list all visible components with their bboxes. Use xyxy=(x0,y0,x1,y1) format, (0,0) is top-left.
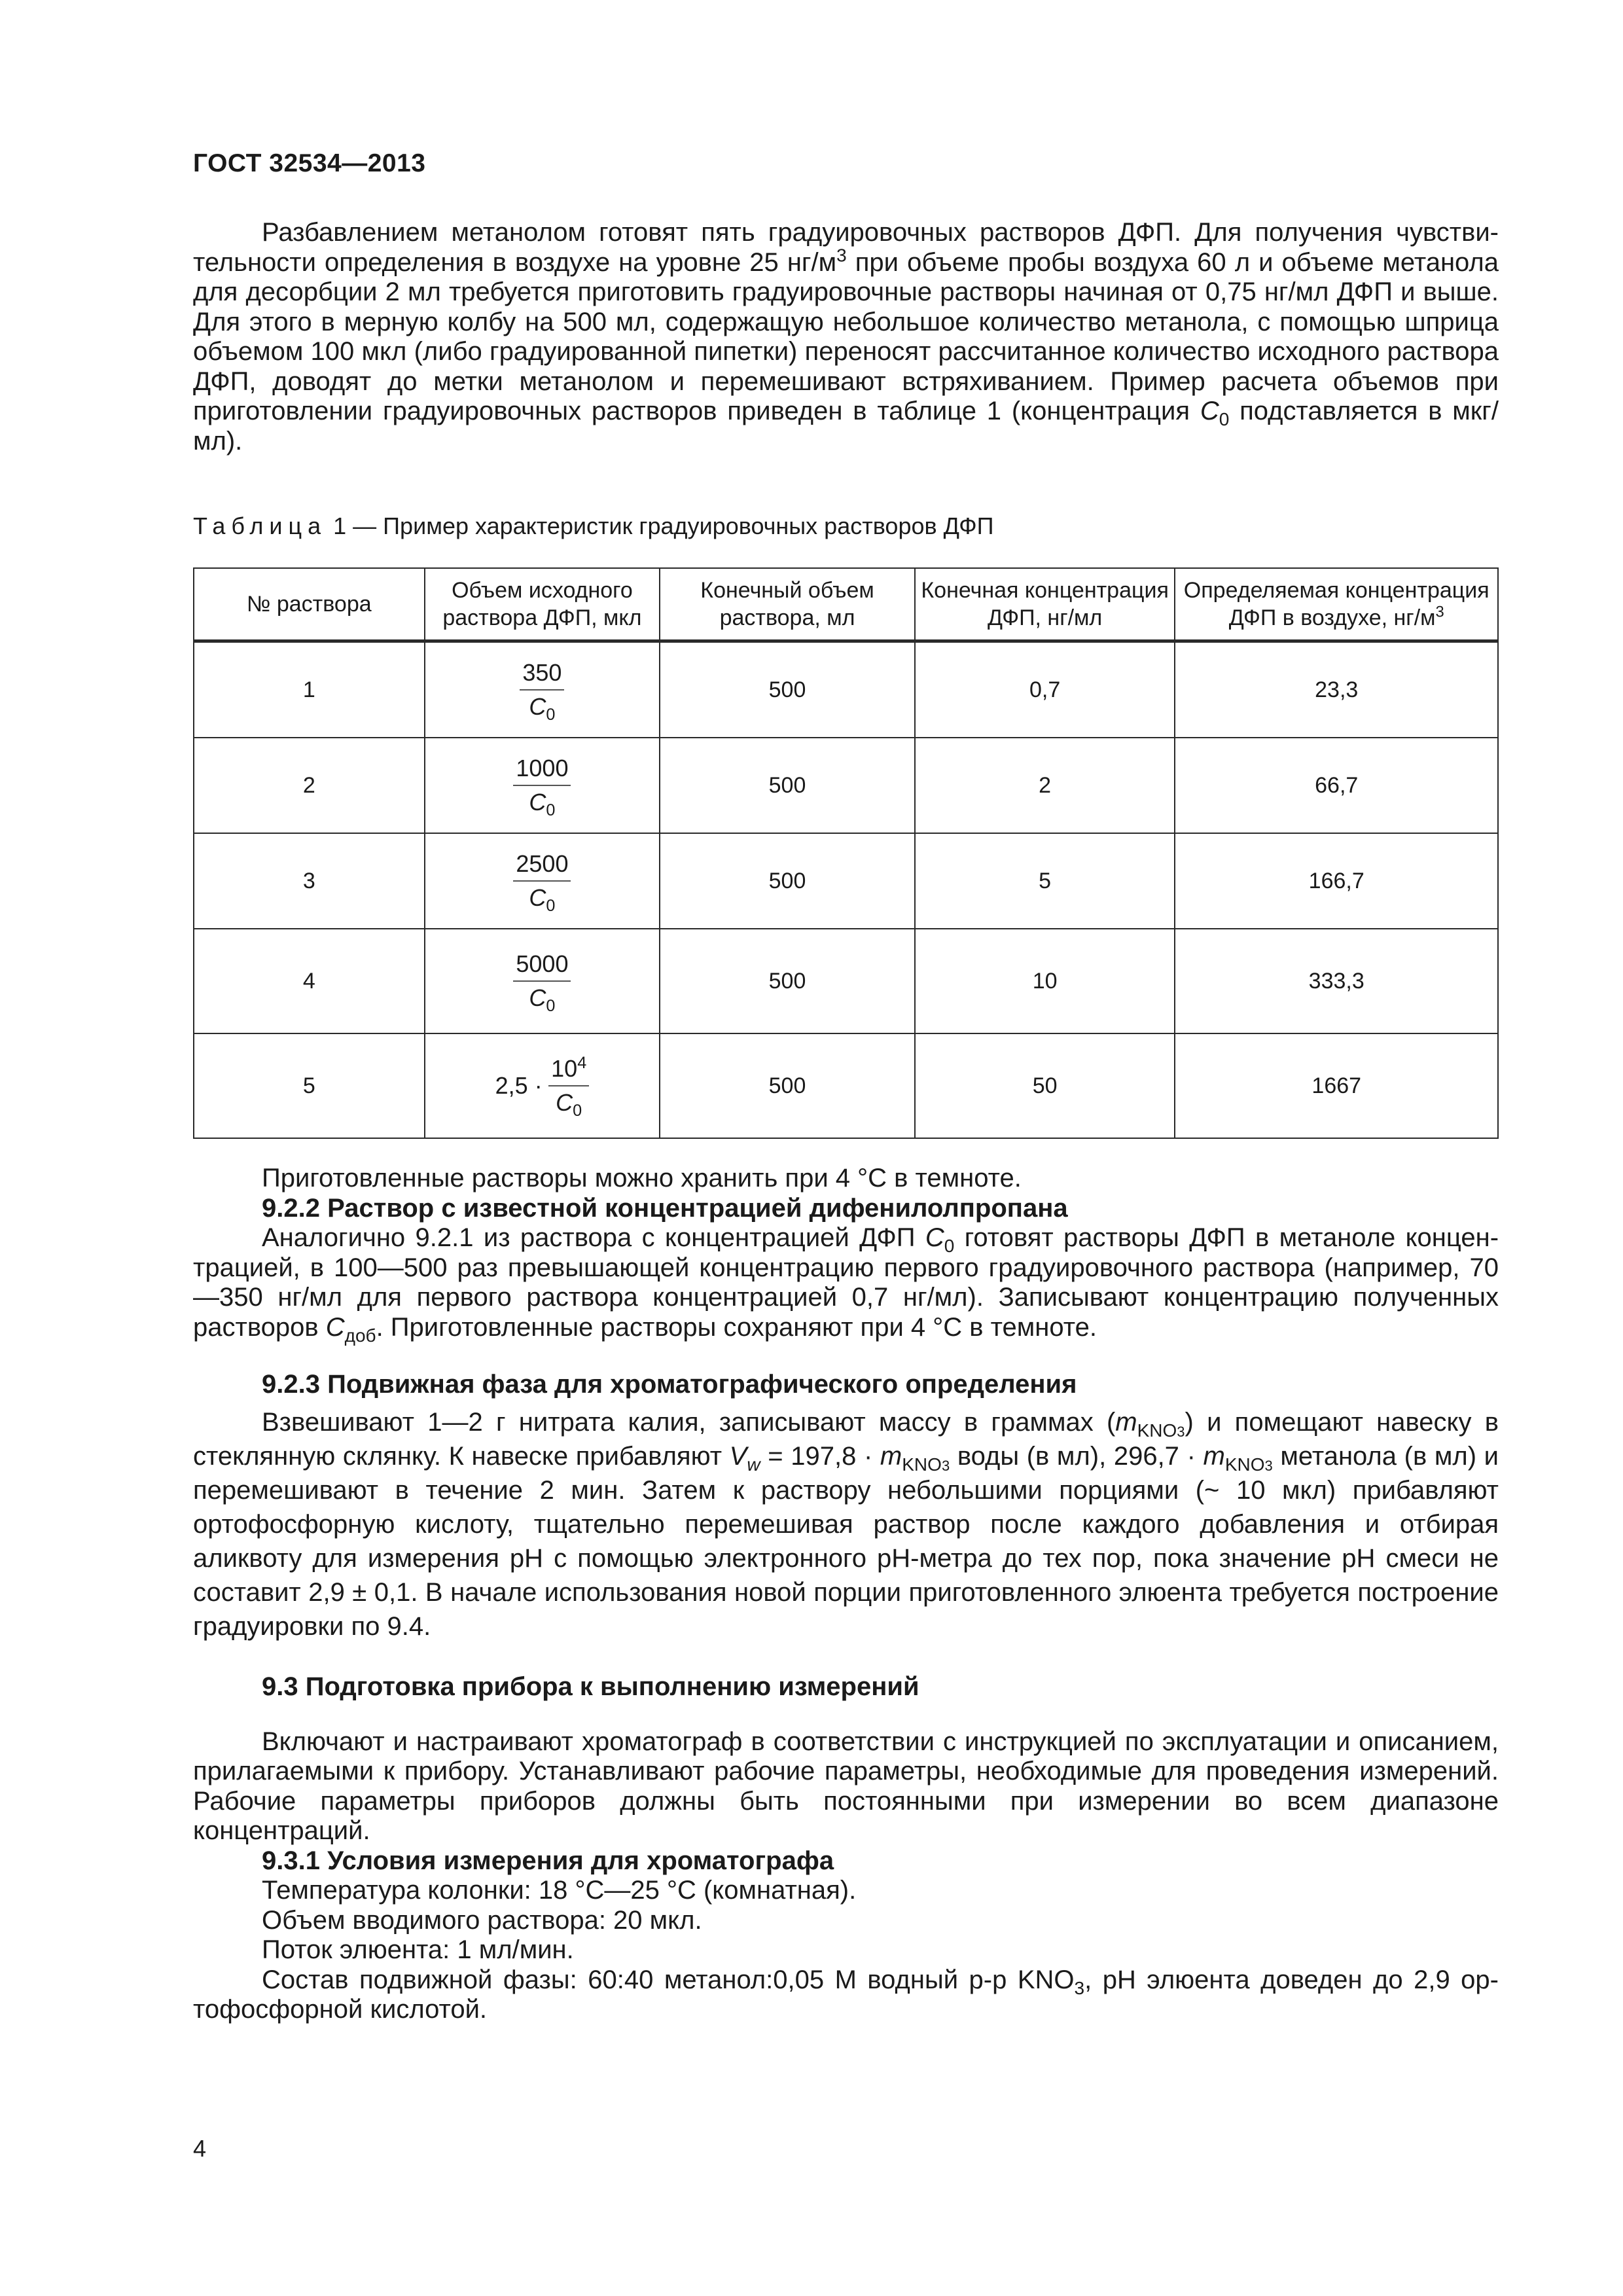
cell-final-volume: 500 xyxy=(660,738,915,833)
cell-final-concentration: 50 xyxy=(915,1033,1175,1138)
header-final-concentration: Конечная концентрация ДФП, нг/мл xyxy=(915,568,1175,641)
section-9-2-3 xyxy=(193,1370,1499,1643)
table-header-row xyxy=(194,568,1498,641)
table-row xyxy=(194,1033,1498,1138)
cell-final-volume: 500 xyxy=(660,641,915,738)
table-caption: Таблица 1 — Пример характеристик градуировочных растворов ДФП xyxy=(193,512,994,539)
cell-volume-fraction: $\frac{2500}{C_0}$ xyxy=(425,833,660,929)
cell-volume-fraction: $\frac{1000}{C_0}$ xyxy=(425,738,660,833)
cell-volume-fraction: $\frac{350}{C_0}$ xyxy=(425,641,660,738)
cell-volume-fraction: 2,5 · $\frac{10^4}{C_0}$ xyxy=(425,1033,660,1138)
section-9-2-2 xyxy=(193,1164,1499,1346)
condition-mobile-phase: Состав подвижной фазы: 60:40 метанол:0,05 М водный р-р $KNO_3$, pH элюента доведен до 2,9 ортофосфорной кислотой. xyxy=(193,1965,1499,2024)
table-row xyxy=(194,833,1498,929)
section-9-3 xyxy=(193,1672,1499,2025)
header-final-volume: Конечный объем раствора, мл xyxy=(660,568,915,641)
cell-volume-fraction: $\frac{5000}{C_0}$ xyxy=(425,929,660,1033)
condition-temperature: Температура колонки: 18 °С—25 °С (комнатная). xyxy=(262,1876,857,1905)
page-number: 4 xyxy=(193,2135,207,2162)
paragraph-9-2-3: Взвешивают 1—2 г нитрата калия, записывают массу в граммах $(m_{KNO3})$ и помещают навеску в стеклянную склянку. К навеске прибавляют $V_w = 197,8 \cdot m_{KNO3}$ воды (в мл), $296,7 \cdot m_{KNO3}$ метанола (в мл) и перемешивают в течение 2 мин. Затем к раствору небольшими порциями (~ 10 мкл) прибавляют ортофосфорную кислоту, тщательно перемешивая раствор после каждого добавления и отбирая аликвоту для измерения pH с помощью электронного pH-метра до тех пор, пока значение pH смеси не составит 2,9 ± 0,1. В начале использования новой порции приготовленного элюента требуется построение градуировки по 9.4. xyxy=(193,1407,1499,1641)
standard-number: ГОСТ 32534—2013 xyxy=(193,149,426,177)
condition-volume: Объем вводимого раствора: 20 мкл. xyxy=(262,1905,702,1935)
calibration-table xyxy=(193,567,1499,1139)
cell-number: 4 xyxy=(194,929,425,1033)
heading-9-3-1: 9.3.1 Условия измерения для хроматографа xyxy=(262,1846,834,1875)
cell-number: 3 xyxy=(194,833,425,929)
cell-number: 1 xyxy=(194,641,425,738)
cell-final-volume: 500 xyxy=(660,1033,915,1138)
heading-9-3: 9.3 Подготовка прибора к выполнению измерений xyxy=(262,1672,919,1701)
cell-final-concentration: 2 xyxy=(915,738,1175,833)
cell-air-concentration: 1667 xyxy=(1175,1033,1498,1138)
cell-air-concentration: 23,3 xyxy=(1175,641,1498,738)
storage-note: Приготовленные растворы можно хранить при 4 °С в темноте. xyxy=(262,1164,1022,1193)
heading-9-2-2: 9.2.2 Раствор с известной концентрацией дифенилолпропана xyxy=(262,1193,1068,1223)
cell-number: 2 xyxy=(194,738,425,833)
paragraph-9-3: Включают и настраивают хроматограф в соответствии с инструкцией по эксплуатации и описанием, прилагаемыми к прибору. Устанавливают рабочие параметры, необходимые для проведения измерений. Рабочие параметры приборов должны быть постоянными при измерении во всем диапазоне концентраций. xyxy=(193,1727,1499,1845)
paragraph-9-2-2: Аналогично 9.2.1 из раствора с концентрацией ДФП $C_0$ готовят растворы ДФП в метаноле концентрацией, в 100—500 раз превышающей концентрацию первого градуировочного раствора (например, 70—350 нг/мл для первого раствора концентрацией 0,7 нг/мл). Записывают концентрацию полученных растворов $C_{доб}$. Приготовленные растворы сохраняют при 4 °С в темноте. xyxy=(193,1223,1499,1346)
header-solution-number: № раствора xyxy=(194,568,425,641)
table-row xyxy=(194,929,1498,1033)
cell-air-concentration: 166,7 xyxy=(1175,833,1498,929)
condition-flow: Поток элюента: 1 мл/мин. xyxy=(262,1935,574,1964)
cell-final-volume: 500 xyxy=(660,833,915,929)
cell-number: 5 xyxy=(194,1033,425,1138)
header-initial-volume: Объем исходного раствора ДФП, мкл xyxy=(425,568,660,641)
cell-air-concentration: 66,7 xyxy=(1175,738,1498,833)
heading-9-2-3: 9.2.3 Подвижная фаза для хроматографического определения xyxy=(262,1370,1077,1399)
table-row xyxy=(194,738,1498,833)
cell-final-volume: 500 xyxy=(660,929,915,1033)
cell-final-concentration: 0,7 xyxy=(915,641,1175,738)
header-air-concentration: Определяемая концентрация ДФП в воздухе, $нг/м^3$ xyxy=(1175,568,1498,641)
cell-final-concentration: 5 xyxy=(915,833,1175,929)
cell-air-concentration: 333,3 xyxy=(1175,929,1498,1033)
cell-final-concentration: 10 xyxy=(915,929,1175,1033)
intro-paragraph: Разбавлением метанолом готовят пять градуировочных растворов ДФП. Для получения чувствительности определения в воздухе на уровне 25 $нг/м^3$ при объеме пробы воздуха 60 л и объеме метанола для десорбции 2 мл требуется приготовить градуировочные растворы начиная от 0,75 нг/мл ДФП и выше. Для этого в мерную колбу на 500 мл, содержащую небольшое количество метанола, с помощью шприца объемом 100 мкл (либо градуированной пипетки) переносят рассчитанное количество исходного раствора ДФП, доводят до метки метанолом и перемешивают встряхиванием. Пример расчета объемов при приготовлении градуировочных растворов приведен в таблице 1 (концентрация $C_0$ подставляется в мкг/мл). xyxy=(193,218,1499,456)
table-row xyxy=(194,641,1498,738)
